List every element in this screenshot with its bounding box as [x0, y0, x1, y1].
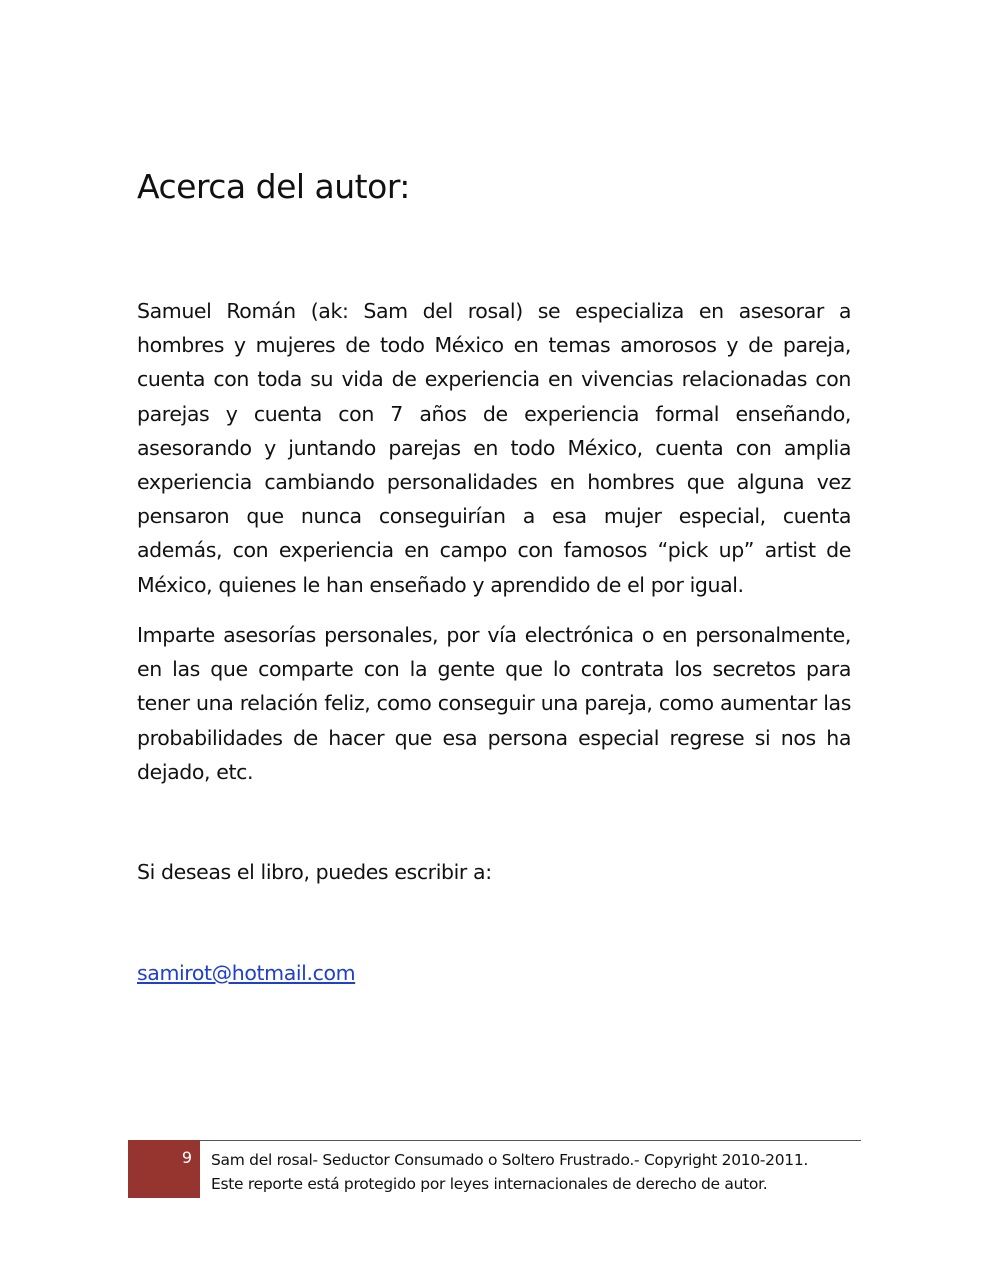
author-bio-paragraph: Samuel Román (ak: Sam del rosal) se especializa en asesorar a hombres y mujeres de todo México en temas amorosos y de pareja, cuenta con toda su vida de experiencia en vivencias relacionadas con parejas y cuenta con 7 años de experiencia formal enseñando, asesorando y juntando parejas en todo México, cuenta con amplia experiencia cambiando personalidades en hombres que alguna vez pensaron que nunca conseguirían a esa mujer especial, cuenta además, con experiencia en campo con famosos “pick up” artist de México, quienes le han enseñado y aprendido de el por igual.	[137, 299, 851, 597]
footer-line-2: Este reporte está protegido por leyes internacionales de derecho de autor.	[211, 1175, 768, 1193]
page-number: 9	[181, 1148, 192, 1167]
email-link[interactable]: samirot@hotmail.com	[137, 961, 356, 985]
page-number-box	[128, 1140, 200, 1198]
footer-copyright	[211, 1148, 808, 1196]
page-title: Acerca del autor:	[137, 167, 410, 206]
footer-line-1: Sam del rosal- Seductor Consumado o Soltero Frustrado.- Copyright 2010-2011.	[211, 1151, 809, 1169]
contact-prompt: Si deseas el libro, puedes escribir a:	[137, 860, 492, 884]
services-paragraph: Imparte asesorías personales, por vía electrónica o en personalmente, en las que comparte con la gente que lo contrata los secretos para tener una relación feliz, como conseguir una pareja, como aumentar las probabilidades de hacer que esa persona especial regrese si nos ha dejado, etc.	[137, 623, 851, 784]
footer-divider	[128, 1140, 861, 1141]
